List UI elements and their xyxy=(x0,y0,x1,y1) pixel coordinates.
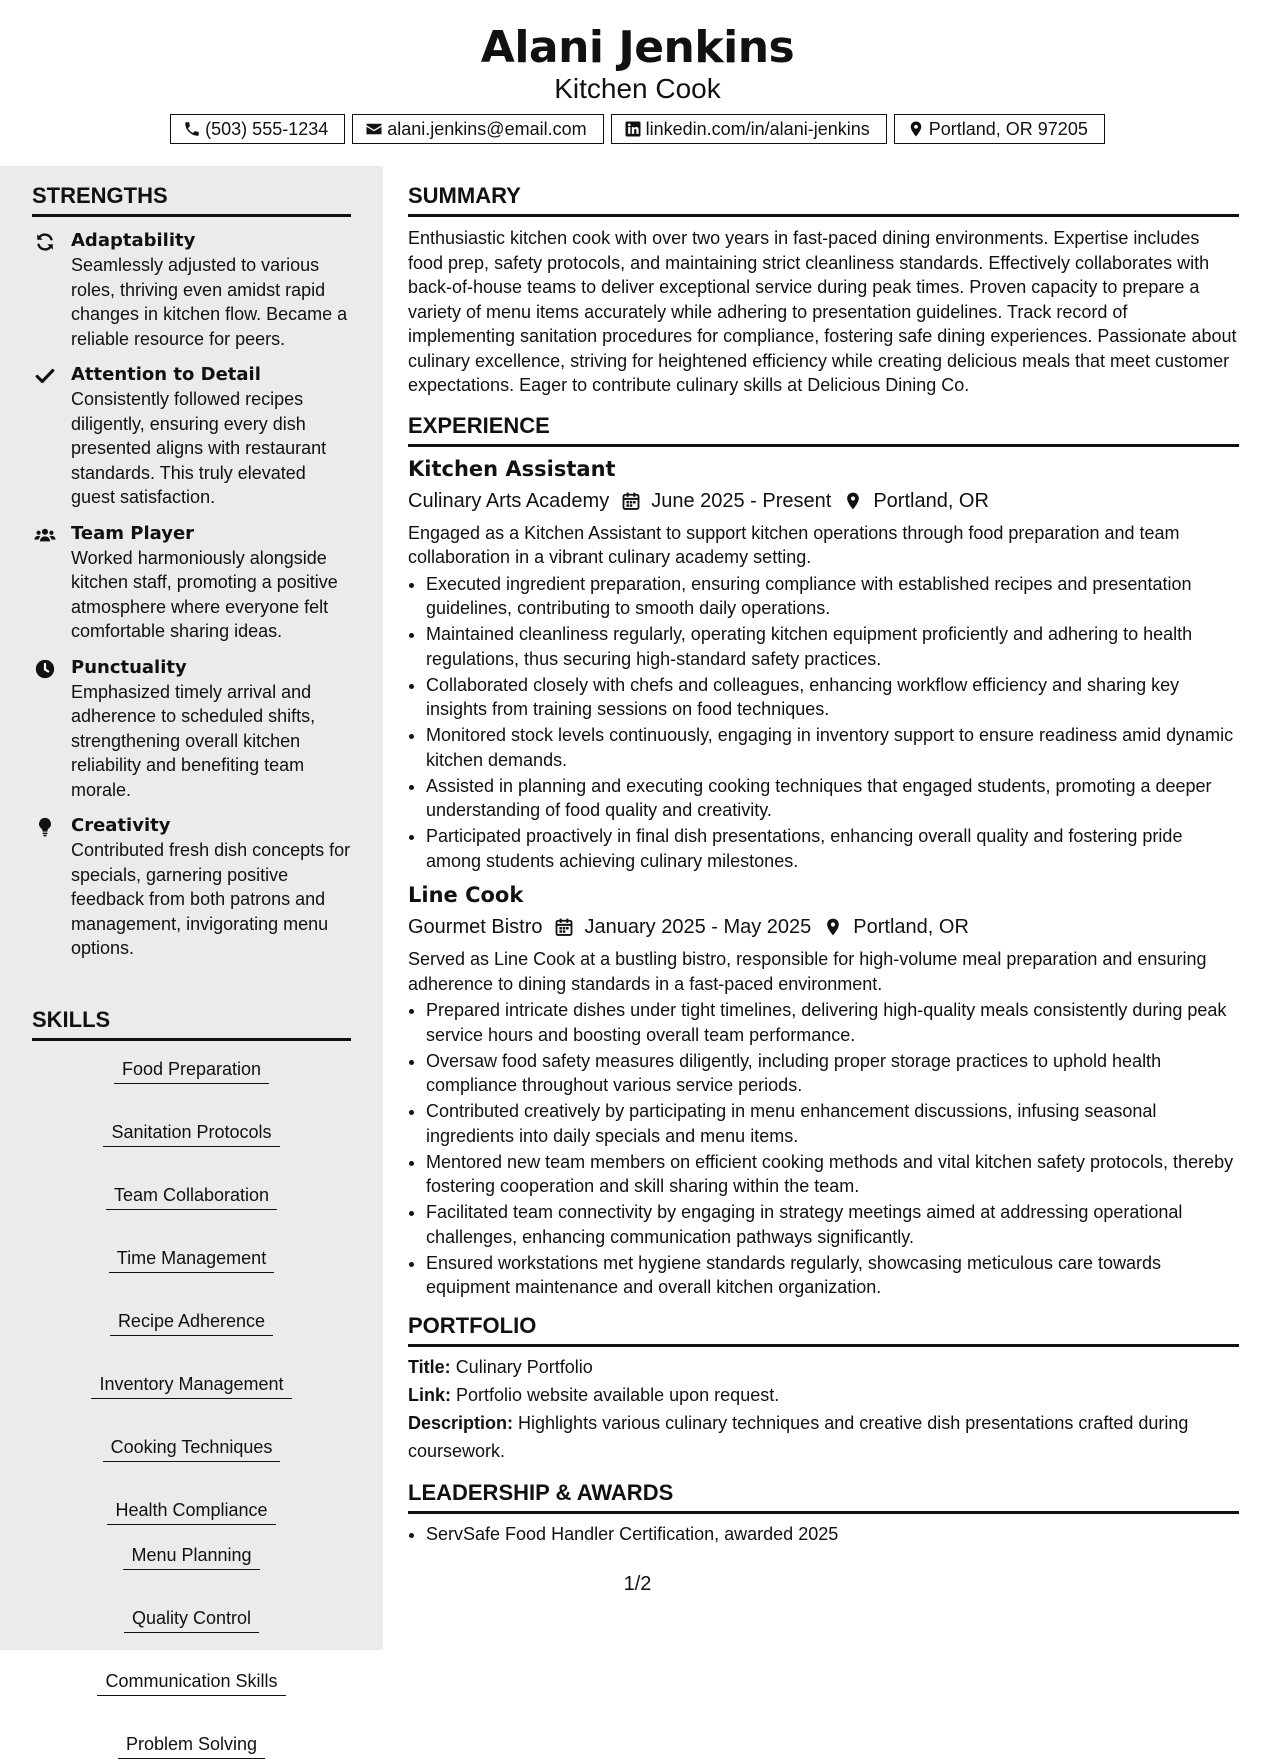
job-bullets xyxy=(408,998,1239,1300)
job-meta xyxy=(408,487,1239,515)
list-item: • Mentored new team members on efficient cooking methods and vital kitchen safety protocols, thereby fostering cooperation and skill sharing within the team. xyxy=(426,1150,1239,1199)
calendar-icon xyxy=(621,491,641,511)
experience-title: EXPERIENCE xyxy=(408,412,1239,447)
users-icon xyxy=(34,524,56,546)
strength-item xyxy=(32,522,351,644)
strength-desc: Consistently followed recipes diligently, ensuring every dish presented aligns with restaurant standards. This truly elevated guest satisfaction. xyxy=(71,389,327,507)
skill-tag: Health Compliance xyxy=(107,1498,275,1525)
skill-tag: Communication Skills xyxy=(97,1669,285,1696)
sidebar xyxy=(0,166,383,1754)
strength-desc: Contributed fresh dish concepts for specials, garnering positive feedback from both patrons and management, invigorating menu options. xyxy=(71,840,351,958)
list-item: • Oversaw food safety measures diligently, including proper storage practices to uphold health compliance throughout various service periods. xyxy=(426,1049,1239,1098)
strengths-title: STRENGTHS xyxy=(32,182,351,217)
job-dates: January 2025 - May 2025 xyxy=(584,916,812,938)
contact-location-text: Portland, OR 97205 xyxy=(928,118,1088,139)
contact-email-text: alani.jenkins@email.com xyxy=(387,118,587,139)
list-item: • Facilitated team connectivity by engaging in strategy meetings aimed at addressing operational challenges, enhancing communication pathways significantly. xyxy=(426,1200,1239,1249)
list-item: • Participated proactively in final dish presentations, enhancing overall quality and fostering pride among students achieving culinary milestones. xyxy=(426,824,1239,873)
portfolio-link-label: Link: xyxy=(408,1384,451,1405)
job-entry xyxy=(408,455,1239,874)
skill-tag: Quality Control xyxy=(124,1606,259,1633)
list-item: • Contributed creatively by participating in menu enhancement discussions, infusing seasonal ingredients into daily specials and menu items. xyxy=(426,1099,1239,1148)
main-column xyxy=(408,166,1239,1548)
contact-phone[interactable] xyxy=(170,114,345,144)
resume-header xyxy=(0,0,1275,166)
job-bullets xyxy=(408,572,1239,874)
lightbulb-icon xyxy=(34,816,56,838)
portfolio-title-value: Culinary Portfolio xyxy=(455,1356,593,1377)
candidate-role: Kitchen Cook xyxy=(554,73,721,104)
list-item: • ServSafe Food Handler Certification, awarded 2025 xyxy=(426,1522,1239,1547)
contact-bar xyxy=(0,114,1275,144)
portfolio-desc-value: Highlights various culinary techniques and creative dish presentations crafted during coursework. xyxy=(408,1412,1189,1461)
contact-email[interactable] xyxy=(352,114,603,144)
strength-desc: Seamlessly adjusted to various roles, thriving even amidst rapid changes in kitchen flow. Became a reliable resource for peers. xyxy=(71,255,348,349)
strengths-section xyxy=(32,182,351,961)
job-description: Engaged as a Kitchen Assistant to support kitchen operations through food preparation and team collaboration in a vibrant culinary academy setting. xyxy=(408,522,1180,567)
list-item: • Executed ingredient preparation, ensuring compliance with established recipes and presentation guidelines, contributing to smooth daily operations. xyxy=(426,572,1239,621)
list-item: • Ensured workstations met hygiene standards regularly, showcasing meticulous care towards equipment maintenance and overall kitchen organization. xyxy=(426,1251,1239,1300)
strength-title: Team Player xyxy=(71,522,195,544)
contact-linkedin[interactable] xyxy=(611,114,887,144)
skill-tag: Cooking Techniques xyxy=(103,1435,281,1462)
list-item: • Prepared intricate dishes under tight timelines, delivering high-quality meals consistently during peak service hours and boosting overall team performance. xyxy=(426,998,1239,1047)
map-pin-icon xyxy=(843,491,863,511)
list-item: • Maintained cleanliness regularly, operating kitchen equipment proficiently and adhering to health regulations, thus securing high-standard safety practices. xyxy=(426,622,1239,671)
portfolio-desc-label: Description: xyxy=(408,1412,514,1433)
portfolio-section xyxy=(408,1312,1239,1465)
envelope-icon xyxy=(365,120,383,138)
skill-tag: Recipe Adherence xyxy=(110,1309,273,1336)
summary-section xyxy=(408,182,1239,398)
awards-title: LEADERSHIP & AWARDS xyxy=(408,1479,1239,1514)
strength-title: Adaptability xyxy=(71,230,196,251)
strength-item xyxy=(32,814,351,961)
job-entry xyxy=(408,881,1239,1300)
skill-tag: Problem Solving xyxy=(118,1732,265,1759)
job-title: Kitchen Assistant xyxy=(408,456,616,481)
phone-icon xyxy=(183,120,201,138)
skill-tag: Inventory Management xyxy=(91,1372,291,1399)
strength-item xyxy=(32,656,351,803)
strength-item xyxy=(32,363,351,510)
strength-title: Attention to Detail xyxy=(71,364,261,385)
portfolio-title-label: Title: xyxy=(408,1356,451,1377)
skill-tag: Time Management xyxy=(109,1246,274,1273)
map-pin-icon xyxy=(907,120,925,138)
job-location: Portland, OR xyxy=(853,916,969,938)
job-dates: June 2025 - Present xyxy=(651,489,832,512)
map-pin-icon xyxy=(823,917,843,937)
summary-text: Enthusiastic kitchen cook with over two years in fast-paced dining environments. Expertise includes food prep, safety protocols, and maintaining strict cleanliness standards. Effectively collaborates with back-of-house teams to deliver exceptional service during peak times. Proven capacity to prepare a variety of menu items accurately while adhering to presentation guidelines. Track record of implementing sanitation procedures for compliance, fostering safe dining experiences. Passionate about culinary excellence, striving for heightened efficiency while creating delicious meals that meet customer expectations. Eager to contribute culinary skills at Delicious Dining Co. xyxy=(408,228,1237,395)
awards-section xyxy=(408,1479,1239,1547)
check-icon xyxy=(34,365,56,387)
summary-title: SUMMARY xyxy=(408,182,1239,217)
page-number: 1/2 xyxy=(623,1573,652,1595)
portfolio-title-row xyxy=(408,1353,1239,1381)
job-location: Portland, OR xyxy=(873,489,989,512)
experience-section xyxy=(408,412,1239,1300)
contact-phone-text: (503) 555-1234 xyxy=(205,118,329,139)
candidate-name: Alani Jenkins xyxy=(480,22,795,73)
portfolio-link-row xyxy=(408,1381,1239,1409)
strength-title: Punctuality xyxy=(71,656,187,678)
portfolio-desc-row xyxy=(408,1409,1239,1465)
strength-desc: Emphasized timely arrival and adherence to scheduled shifts, strengthening overall kitchen reliability and benefiting team morale. xyxy=(71,681,316,800)
contact-location[interactable] xyxy=(894,114,1105,144)
portfolio-link-value[interactable]: Portfolio website available upon request. xyxy=(456,1384,780,1405)
linkedin-icon xyxy=(624,120,642,138)
job-meta xyxy=(408,913,1239,941)
job-title: Line Cook xyxy=(408,883,524,907)
list-item: • Monitored stock levels continuously, engaging in inventory support to ensure readiness amid dynamic kitchen demands. xyxy=(426,723,1239,772)
list-item: • Collaborated closely with chefs and colleagues, enhancing workflow efficiency and sharing key insights from training sessions on food techniques. xyxy=(426,673,1239,722)
clock-icon xyxy=(34,658,56,680)
strength-desc: Worked harmoniously alongside kitchen staff, promoting a positive atmosphere where everyone felt comfortable sharing ideas. xyxy=(71,547,338,641)
sync-icon xyxy=(34,231,56,253)
skills-list xyxy=(32,1057,351,1759)
skill-tag: Sanitation Protocols xyxy=(103,1120,279,1147)
calendar-icon xyxy=(554,917,574,937)
strength-item xyxy=(32,229,351,351)
strength-title: Creativity xyxy=(71,815,171,836)
contact-linkedin-text: linkedin.com/in/alani-jenkins xyxy=(645,118,870,139)
awards-list xyxy=(408,1522,1239,1547)
job-company: Culinary Arts Academy xyxy=(408,489,610,512)
job-description: Served as Line Cook at a bustling bistro, responsible for high-volume meal preparation and ensuring adherence to dining standards in a fast-paced environment. xyxy=(408,949,1207,994)
skills-title: SKILLS xyxy=(32,1006,351,1041)
skills-section xyxy=(32,1006,351,1759)
skill-tag: Team Collaboration xyxy=(106,1183,277,1210)
portfolio-title: PORTFOLIO xyxy=(408,1312,1239,1347)
job-company: Gourmet Bistro xyxy=(408,916,543,938)
list-item: • Assisted in planning and executing cooking techniques that engaged students, promoting a deeper understanding of food quality and creativity. xyxy=(426,774,1239,823)
skill-tag: Menu Planning xyxy=(123,1543,259,1570)
skill-tag: Food Preparation xyxy=(114,1057,269,1084)
